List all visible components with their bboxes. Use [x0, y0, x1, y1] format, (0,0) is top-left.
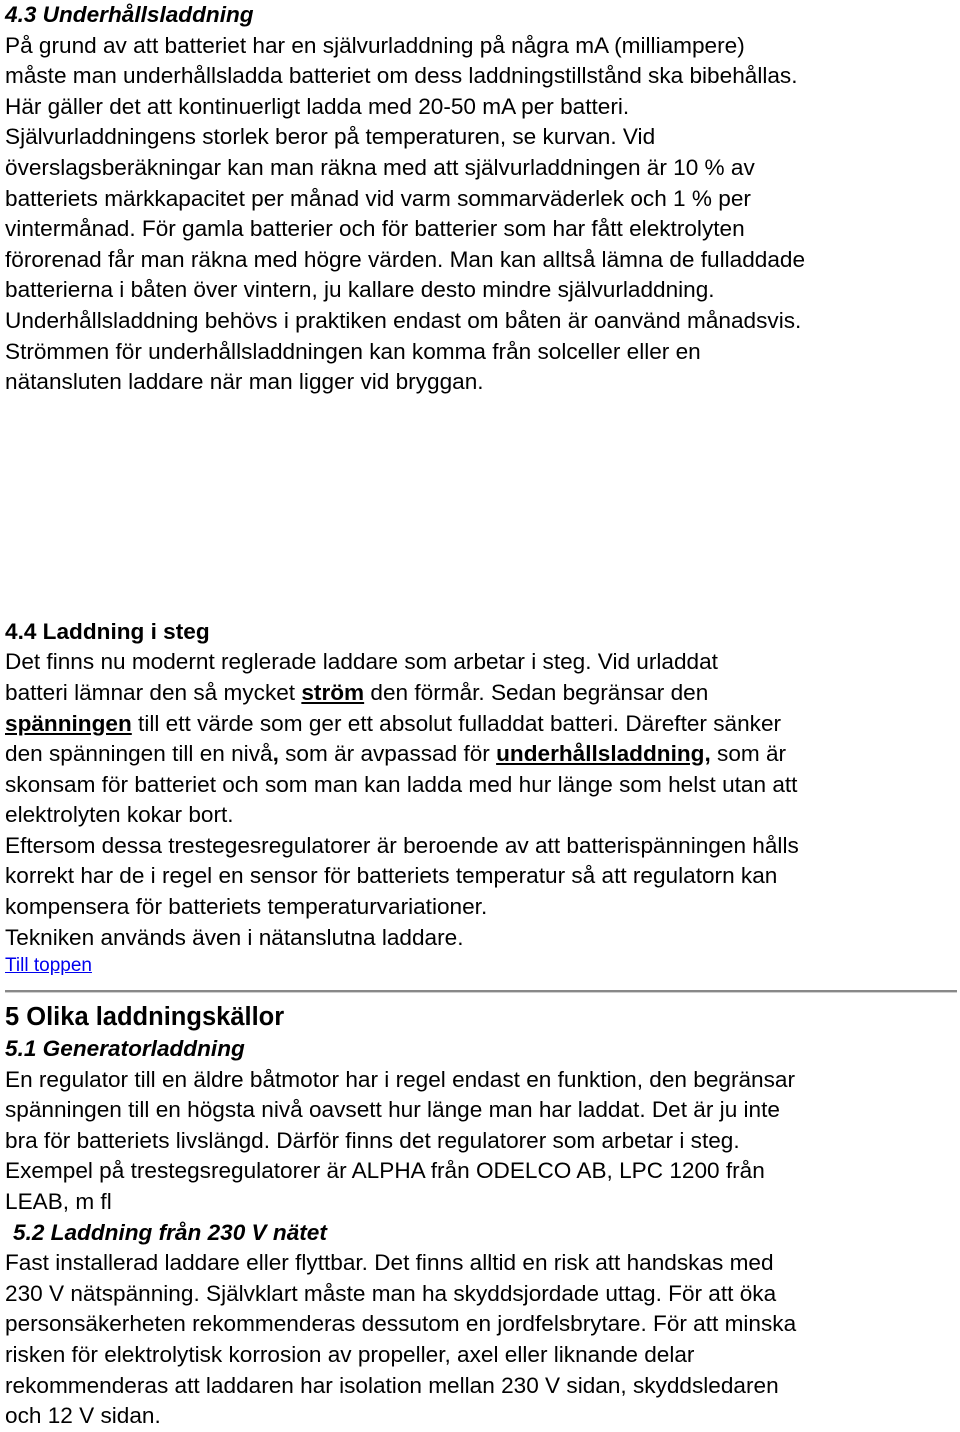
paragraph-line: rekommenderas att laddaren har isolation mellan 230 V sidan, skyddsledaren	[5, 1372, 779, 1398]
paragraph-line: Eftersom dessa trestegesregulatorer är beroende av att batterispänningen hålls	[5, 832, 799, 858]
strom-link[interactable]: ström	[301, 679, 365, 705]
paragraph-line: Det finns nu modernt reglerade laddare som arbetar i steg. Vid urladdat	[5, 649, 718, 675]
paragraph-line: En regulator till en äldre båtmotor har i regel endast en funktion, den begränsar	[5, 1066, 796, 1092]
comma: ,	[272, 741, 279, 767]
paragraph-line	[5, 709, 955, 740]
paragraph-line: bra för batteriets livslängd. Därför finns det regulatorer som arbetar i steg.	[5, 1127, 740, 1153]
blank-gap	[5, 398, 955, 617]
paragraph-line: överslagsberäkningar kan man räkna med att självurladdningen är 10 % av	[5, 154, 755, 180]
paragraph-line: risken för elektrolytisk korrosion av propeller, axel eller liknande delar	[5, 1341, 695, 1367]
paragraph-line: vintermånad. För gamla batterier och för batterier som har fått elektrolyten	[5, 216, 745, 242]
document-page-lower	[5, 1000, 955, 1432]
section-heading-5-1: 5.1 Generatorladdning	[5, 1036, 245, 1061]
paragraph-line: spänningen till en högsta nivå oavsett hur länge man har laddat. Det är ju inte	[5, 1097, 780, 1123]
paragraph-line: Strömmen för underhållsladdningen kan komma från solceller eller en	[5, 338, 701, 364]
section-4-4	[5, 617, 955, 980]
paragraph-line: nätansluten laddare när man ligger vid bryggan.	[5, 369, 484, 395]
paragraph-line: LEAB, m fl	[5, 1188, 112, 1214]
text-span: som är avpassad för	[278, 741, 497, 767]
section-heading-5-2: 5.2 Laddning från 230 V nätet	[13, 1219, 327, 1245]
paragraph-line: batteriets märkkapacitet per månad vid varm sommarväderlek och 1 % per	[5, 185, 751, 211]
paragraph-line: korrekt har de i regel en sensor för batteriets temperatur så att regulatorn kan	[5, 863, 778, 889]
section-5	[5, 1000, 955, 1432]
paragraph-line	[5, 678, 955, 709]
text-span: som är	[710, 741, 787, 767]
paragraph-line: 230 V nätspänning. Självklart måste man ha skyddsjordade uttag. För att öka	[5, 1280, 777, 1306]
paragraph-line: Exempel på trestegsregulatorer är ALPHA från ODELCO AB, LPC 1200 från	[5, 1158, 765, 1184]
paragraph-line: Fast installerad laddare eller flyttbar. Det finns alltid en risk att handskas med	[5, 1250, 774, 1276]
section-heading-4-4: 4.4 Laddning i steg	[5, 618, 210, 644]
section-heading-4-3: 4.3 Underhållsladdning	[5, 2, 254, 27]
paragraph-line: Självurladdningens storlek beror på temperaturen, se kurvan. Vid	[5, 124, 656, 150]
underhallsladdning-link[interactable]: underhållsladdning	[496, 741, 705, 767]
paragraph-line: personsäkerheten rekommenderas dessutom en jordfelsbrytare. För att minska	[5, 1311, 797, 1337]
spanningen-link[interactable]: spänningen	[5, 710, 132, 736]
text-span: batteri lämnar den så mycket	[5, 679, 302, 705]
paragraph-line: förorenad får man räkna med högre värden. Man kan alltså lämna de fulladdade	[5, 246, 806, 272]
paragraph-line: Tekniken används även i nätanslutna laddare.	[5, 924, 464, 950]
paragraph-line: batterierna i båten över vintern, ju kallare desto mindre självurladdning.	[5, 277, 715, 303]
comma: ,	[704, 741, 711, 767]
paragraph-line: På grund av att batteriet har en självurladdning på några mA (milliampere)	[5, 32, 745, 58]
document-page	[5, 0, 955, 979]
paragraph-line: Underhållsladdning behövs i praktiken endast om båten är oanvänd månadsvis.	[5, 307, 802, 333]
paragraph-line: och 12 V sidan.	[5, 1403, 161, 1429]
text-span: den spänningen till en nivå	[5, 741, 273, 767]
paragraph-line: kompensera för batteriets temperaturvariationer.	[5, 894, 488, 920]
paragraph-line	[5, 739, 955, 770]
till-toppen-link[interactable]: Till toppen	[5, 955, 92, 977]
paragraph-line: måste man underhållsladda batteriet om dess laddningstillstånd ska bibehållas.	[5, 63, 798, 89]
horizontal-divider	[5, 990, 957, 993]
paragraph-line: elektrolyten kokar bort.	[5, 802, 234, 828]
text-span: den förmår. Sedan begränsar den	[364, 679, 709, 705]
paragraph-line: skonsam för batteriet och som man kan ladda med hur länge som helst utan att	[5, 771, 798, 797]
section-4-3	[5, 0, 955, 398]
text-span: till ett värde som ger ett absolut fulladdat batteri. Därefter sänker	[131, 710, 782, 736]
section-heading-5: 5 Olika laddningskällor	[5, 1003, 285, 1031]
paragraph-line: Här gäller det att kontinuerligt ladda med 20-50 mA per batteri.	[5, 93, 630, 119]
